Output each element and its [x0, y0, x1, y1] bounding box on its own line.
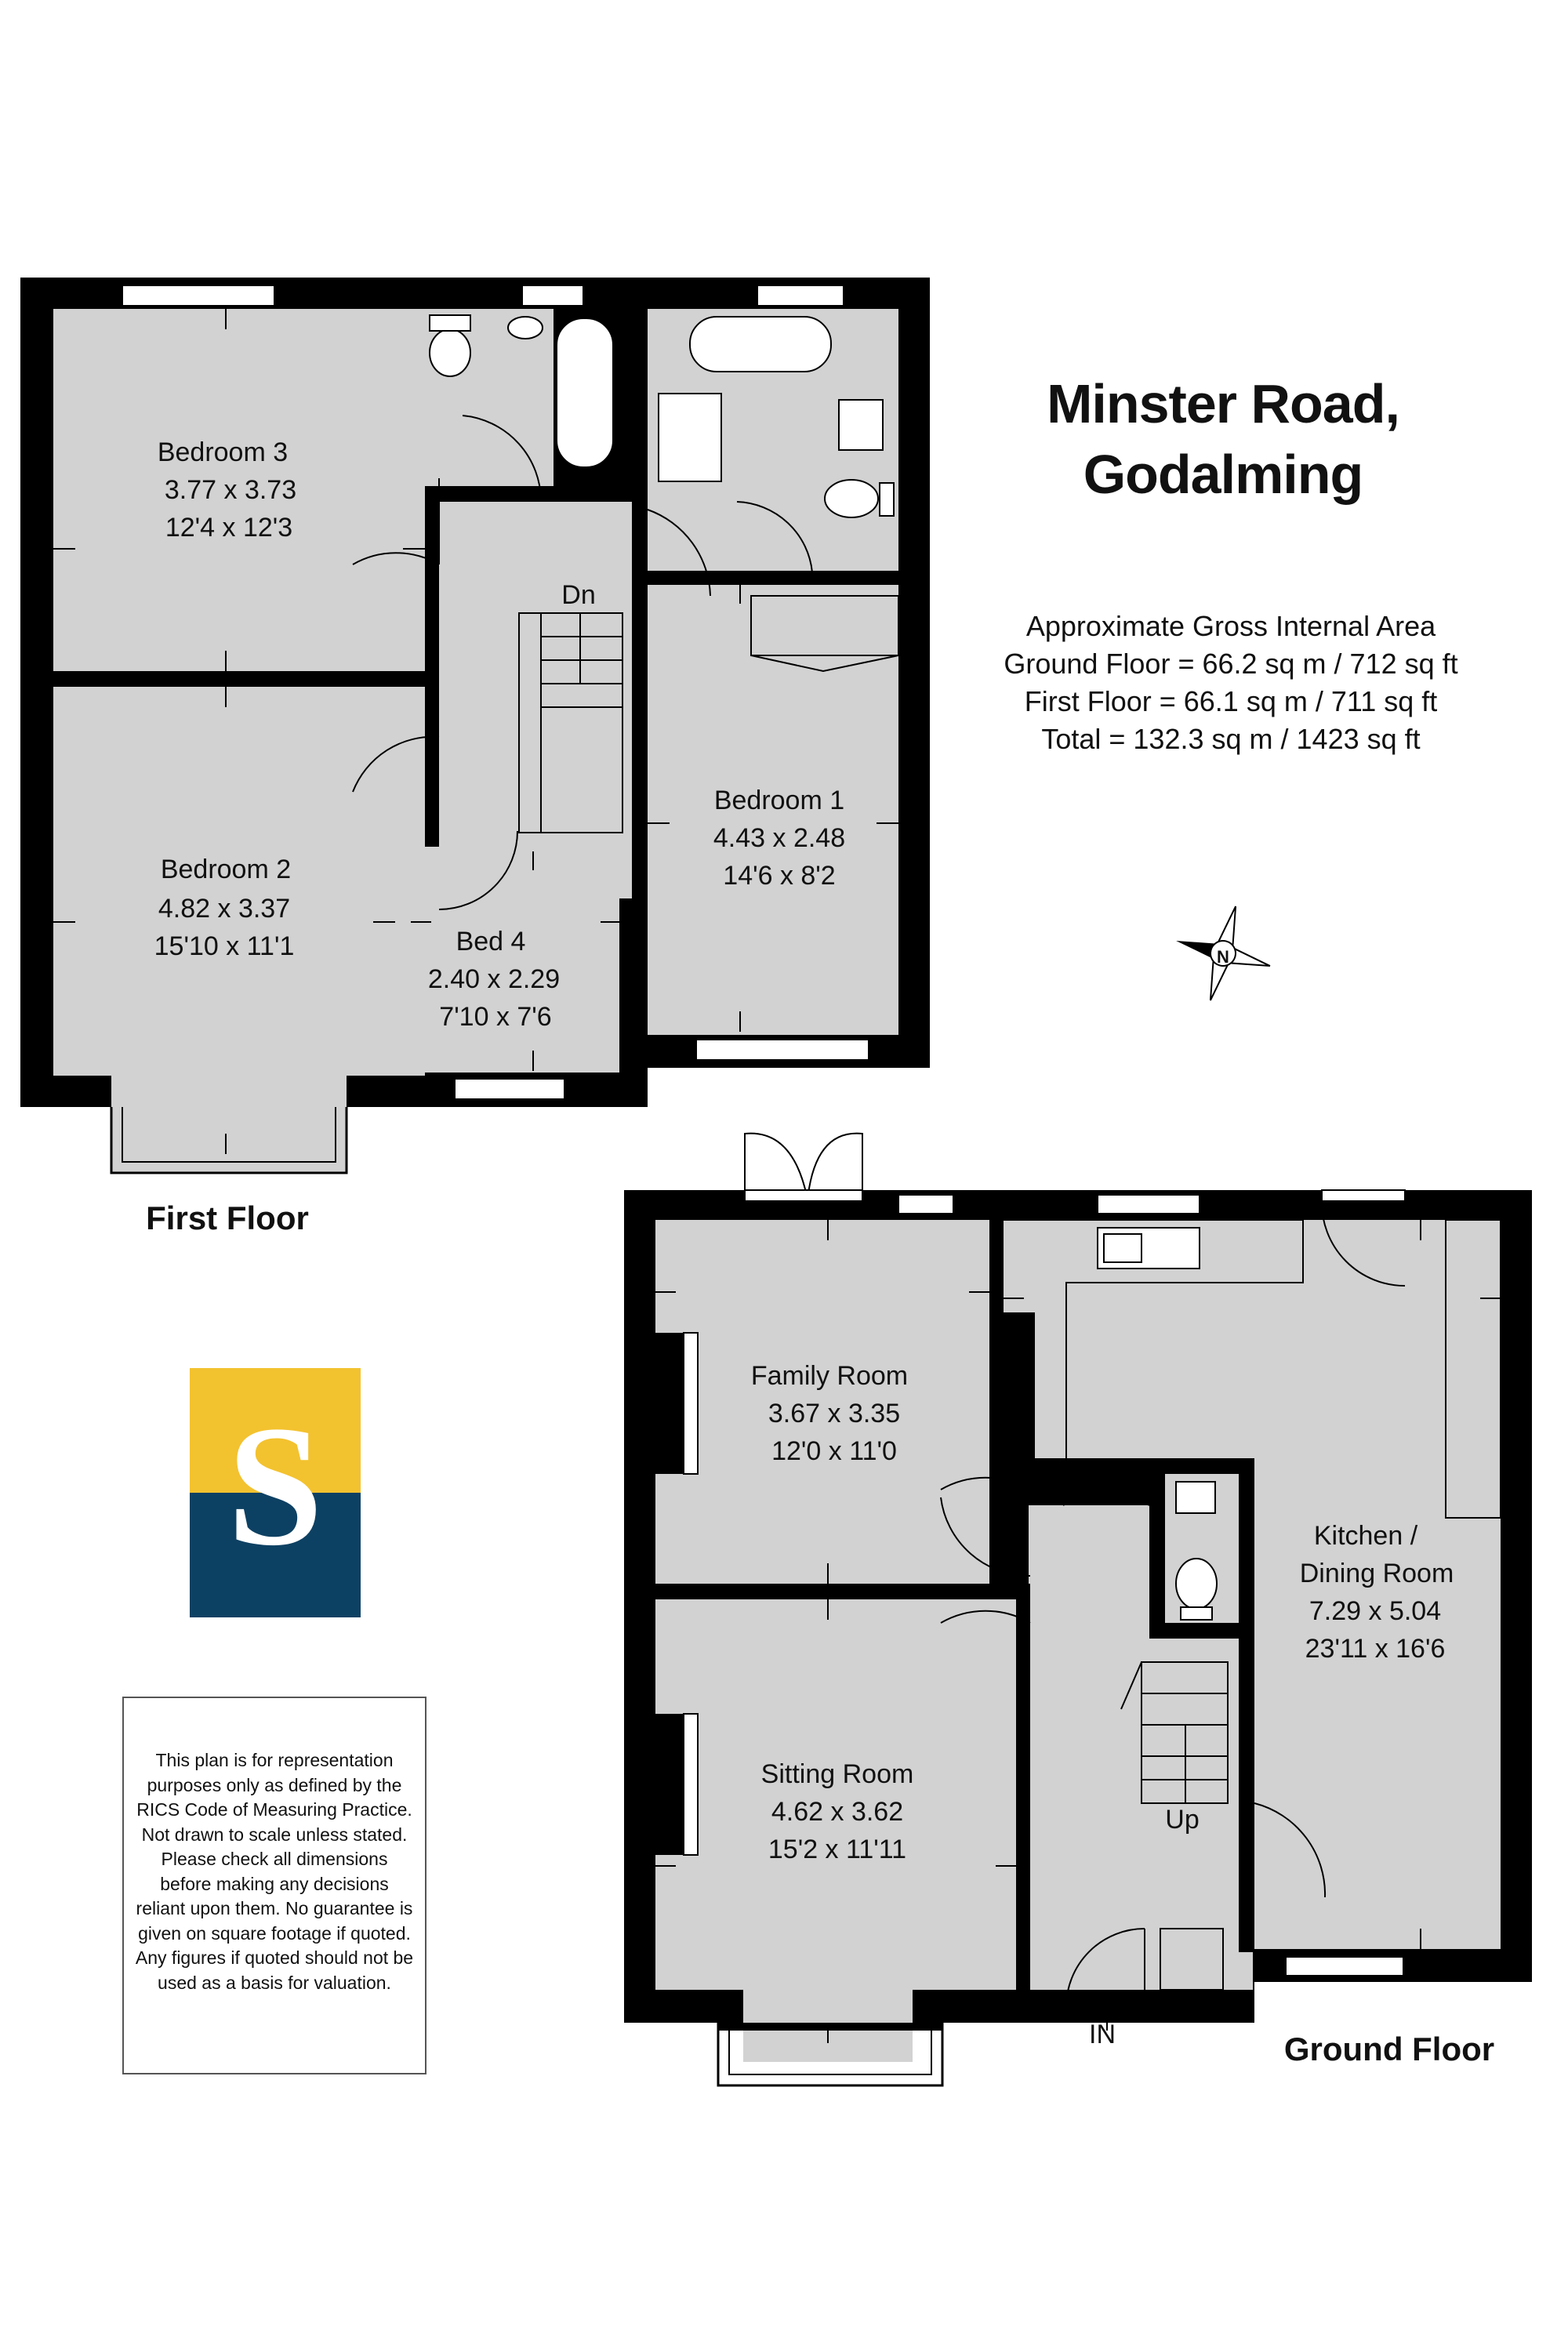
svg-text:15'2 x 11'11: 15'2 x 11'11: [768, 1835, 907, 1864]
svg-text:12'4 x 12'3: 12'4 x 12'3: [165, 513, 293, 543]
title-line1: Minster Road,: [1047, 373, 1399, 434]
svg-text:4.62 x 3.62: 4.62 x 3.62: [771, 1797, 904, 1827]
north-letter: N: [1217, 947, 1229, 967]
area-summary: [964, 608, 1497, 758]
svg-text:Family Room: Family Room: [750, 1361, 909, 1391]
svg-text:Bedroom 3: Bedroom 3: [157, 437, 289, 467]
svg-text:3.77 x 3.73: 3.77 x 3.73: [164, 475, 297, 505]
svg-text:Sitting Room: Sitting Room: [760, 1759, 914, 1789]
svg-text:14'6 x 8'2: 14'6 x 8'2: [723, 861, 836, 891]
area-first: First Floor = 66.1 sq m / 711 sq ft: [1024, 685, 1438, 717]
stairs-down-label: Dn: [561, 580, 596, 610]
logo-letter: S: [227, 1390, 324, 1581]
svg-text:3.67 x 3.35: 3.67 x 3.35: [768, 1399, 901, 1428]
bedroom3-label: [158, 437, 296, 543]
svg-text:Bed 4: Bed 4: [456, 927, 526, 956]
first-floor-stairs: [519, 613, 622, 833]
bed4-floor: [411, 851, 619, 1073]
property-title: [988, 368, 1458, 510]
bedroom2-label: [154, 855, 295, 961]
svg-text:4.82 x 3.37: 4.82 x 3.37: [158, 894, 291, 924]
area-ground: Ground Floor = 66.2 sq m / 712 sq ft: [1004, 648, 1458, 680]
agency-logo: [190, 1368, 361, 1617]
title-line2: Godalming: [1083, 444, 1363, 505]
first-floor-plan: [20, 278, 930, 1173]
svg-text:7'10 x 7'6: 7'10 x 7'6: [439, 1002, 552, 1032]
svg-text:12'0 x 11'0: 12'0 x 11'0: [771, 1436, 897, 1466]
disclaimer-box: This plan is for representation purposes only as defined by the RICS Code of Measuring Practice. Not drawn to scale unless stated. Please check all dimensions before making any decisions reliant upon them. No guarantee is given on square footage if quoted. Any figures if quoted should not be used as a basis for valuation.: [122, 1697, 426, 2074]
kitchen-floor: [1035, 1270, 1501, 1458]
area-heading: Approximate Gross Internal Area: [1025, 610, 1436, 642]
sitting-room-floor: [655, 1599, 1016, 1990]
ground-floor-label: Ground Floor: [1283, 2031, 1495, 2067]
svg-text:23'11 x 16'6: 23'11 x 16'6: [1305, 1634, 1446, 1664]
entrance-label: IN: [1089, 2020, 1116, 2049]
family-room-label: [751, 1361, 908, 1466]
stairs-up-label: Up: [1165, 1805, 1200, 1835]
family-room-french-doors: [745, 1134, 862, 1201]
svg-text:2.40 x 2.29: 2.40 x 2.29: [427, 964, 561, 994]
svg-text:Bedroom 1: Bedroom 1: [713, 786, 845, 815]
svg-text:7.29 x 5.04: 7.29 x 5.04: [1308, 1596, 1442, 1626]
first-floor-label: First Floor: [146, 1200, 309, 1236]
svg-text:Bedroom 2: Bedroom 2: [160, 855, 292, 884]
area-total: Total = 132.3 sq m / 1423 sq ft: [1041, 723, 1421, 755]
svg-text:4.43 x 2.48: 4.43 x 2.48: [713, 823, 846, 853]
sitting-room-label: [761, 1759, 914, 1864]
svg-text:15'10 x 11'1: 15'10 x 11'1: [154, 931, 295, 961]
svg-text:Dining Room: Dining Room: [1299, 1559, 1454, 1588]
bedroom1-label: [713, 786, 845, 891]
svg-text:Kitchen /: Kitchen /: [1313, 1521, 1418, 1551]
